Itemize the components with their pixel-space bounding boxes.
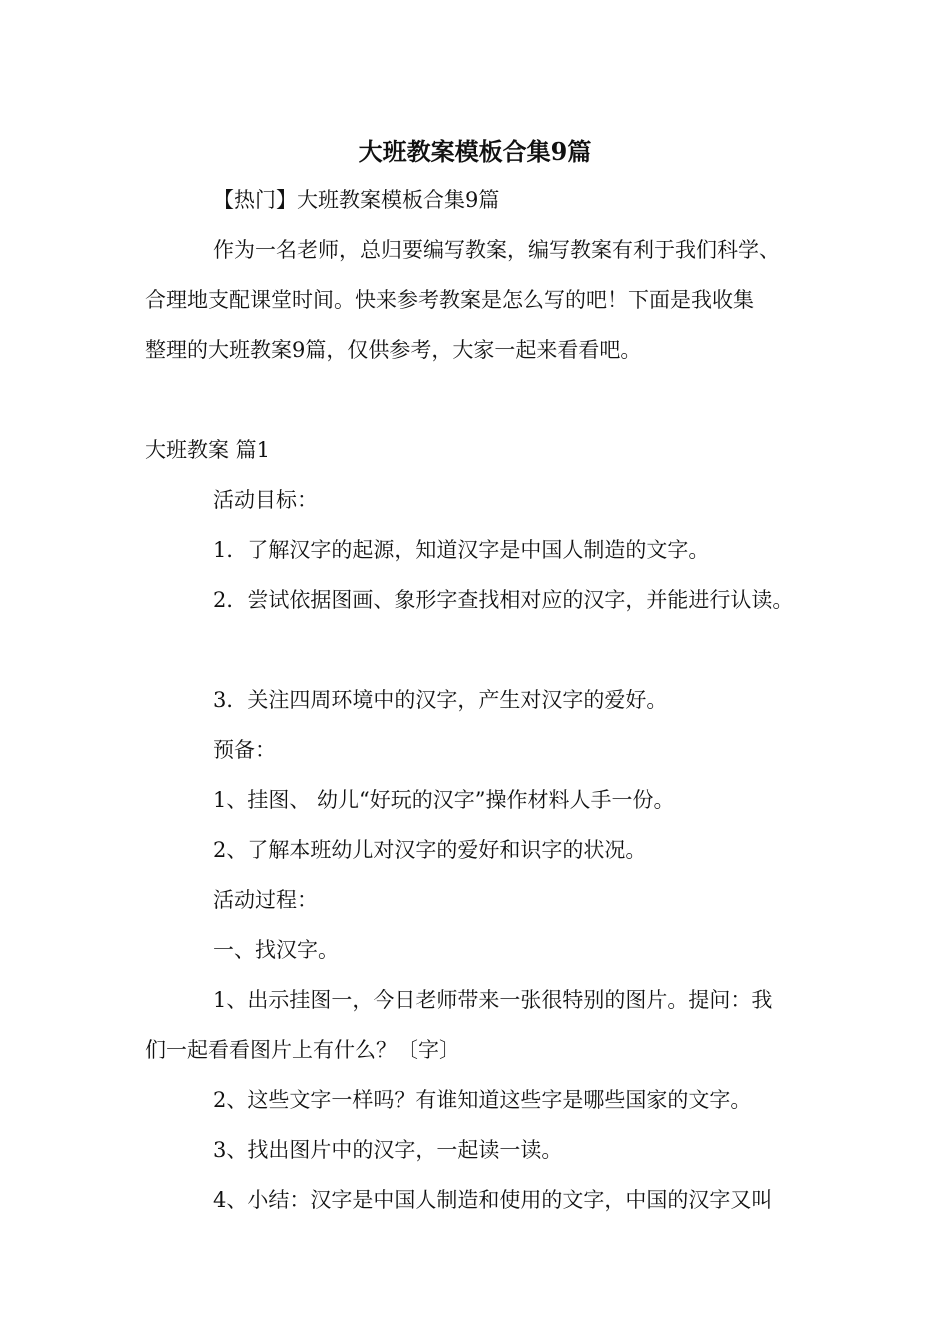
document-subtitle: 【热门】大班教案模板合集9篇 [213,188,500,212]
intro-line-3: 整理的大班教案9篇，仅供参考，大家一起来看看吧。 [145,338,642,362]
process-label: 活动过程： [213,888,318,912]
process-item-3: 3、找出图片中的汉字，一起读一读。 [213,1138,563,1162]
document-title: 大班教案模板合集9篇 [358,137,592,166]
process-item-4: 4、小结：汉字是中国人制造和使用的文字，中国的汉字又叫 [213,1188,773,1212]
goal-item-3: 3．关注四周环境中的汉字，产生对汉字的爱好。 [213,688,668,712]
prep-item-1: 1、挂图、 幼儿“好玩的汉字”操作材料人手一份。 [213,788,675,812]
process-item-1-line-2: 们一起看看图片上有什么？〔字〕 [145,1038,460,1062]
intro-line-1: 作为一名老师，总归要编写教案，编写教案有利于我们科学、 [213,238,780,262]
goal-item-2: 2．尝试依据图画、象形字查找相对应的汉字，并能进行认读。 [213,588,794,612]
prep-item-2: 2、了解本班幼儿对汉字的爱好和识字的状况。 [213,838,647,862]
goal-item-1: 1．了解汉字的起源，知道汉字是中国人制造的文字。 [213,538,710,562]
process-item-1-line-1: 1、出示挂图一，今日老师带来一张很特别的图片。提问：我 [213,988,773,1012]
prep-label: 预备： [213,738,276,762]
process-step-1: 一、找汉字。 [213,938,339,962]
goals-label: 活动目标： [213,488,318,512]
process-item-2: 2、这些文字一样吗？有谁知道这些字是哪些国家的文字。 [213,1088,752,1112]
section-heading: 大班教案 篇1 [145,438,271,462]
intro-line-2: 合理地支配课堂时间。快来参考教案是怎么写的吧！下面是我收集 [145,288,754,312]
